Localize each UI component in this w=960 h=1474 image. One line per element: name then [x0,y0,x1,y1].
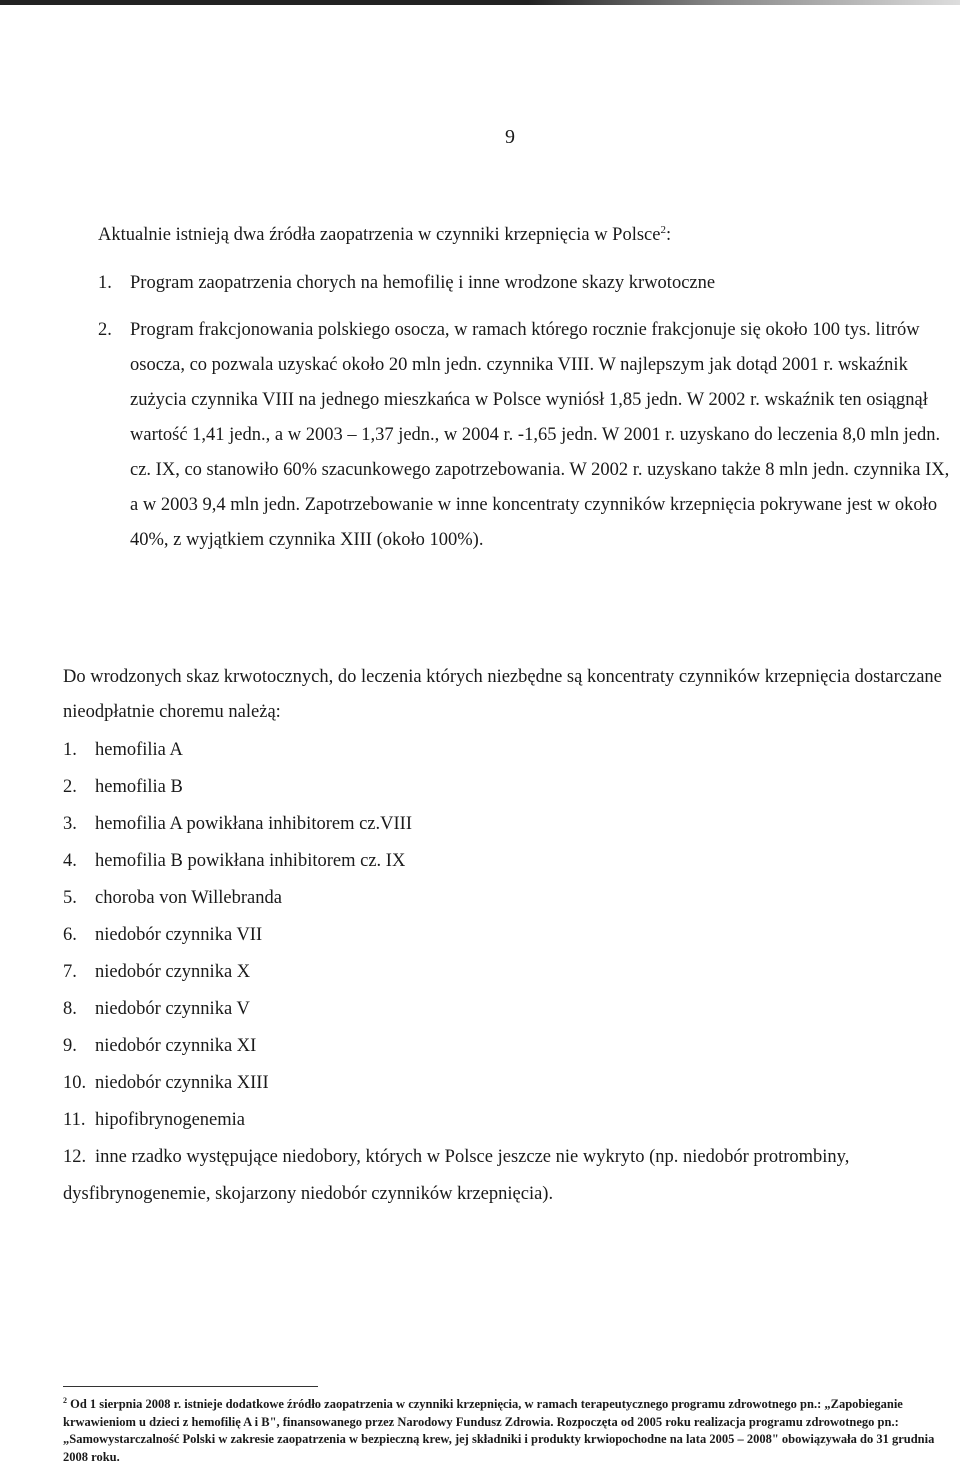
list-item [98,266,958,301]
list-number: 2. [98,320,112,340]
list-item [63,954,956,991]
list-number: 11. [63,1110,86,1130]
supply-sources-list [98,266,958,558]
disorders-list [63,732,956,1213]
page-number: 9 [505,126,515,148]
list-item [63,806,956,843]
list-number: 2. [63,777,77,797]
list-item-text: Program zaopatrzenia chorych na hemofilię i inne wrodzone skazy krwotoczne [130,273,716,293]
list-number: 8. [63,999,77,1019]
list-item-text: inne rzadko występujące niedobory, których w Polsce jeszcze nie wykryto (np. niedobór protrombiny, dysfibrynogenemie, skojarzony niedobór czynników krzepnięcia). [63,1147,850,1204]
list-item [63,769,956,806]
list-item-text: hipofibrynogenemia [95,1110,246,1130]
list-number: 4. [63,851,77,871]
footnote-separator [63,1386,318,1387]
list-number: 5. [63,888,77,908]
list-number: 10. [63,1073,87,1093]
list-number: 7. [63,962,77,982]
list-item [63,917,956,954]
list-item-text: hemofilia A [95,740,183,760]
intro-text: Aktualnie istnieją dwa źródła zaopatrzenia w czynniki krzepnięcia w Polsce [98,225,661,245]
list-item [63,843,956,880]
footnote-marker: 2 [63,1395,67,1405]
list-item-text: hemofilia B powikłana inhibitorem cz. IX [95,851,406,871]
list-number: 12. [63,1147,87,1167]
list-item-text: niedobór czynnika XIII [95,1073,269,1093]
top-border-rule [0,0,960,5]
list-number: 1. [63,740,77,760]
disorders-paragraph: Do wrodzonych skaz krwotocznych, do leczenia których niezbędne są koncentraty czynników krzepnięcia dostarczane nieodpłatnie choremu należą: [63,667,942,722]
list-number: 6. [63,925,77,945]
list-item [63,1139,956,1213]
footnote-text: Od 1 sierpnia 2008 r. istnieje dodatkowe źródło zaopatrzenia w czynniki krzepnięcia, w ramach terapeutycznego programu zdrowotnego pn.: „Zapobieganie krwawieniom u dzieci z hemofilię A i B", finansowanego przez Narodowy Fundusz Zdrowia. Rozpoczęta od 2005 roku realizacja programu zdrowotnego pn.: „Samowystarczalność Polski w zakresie zaopatrzenia w bezpieczną krew, jej składniki i produkty krwiopochodne na lata 2005 – 2008" obowiązywała do 31 grudnia 2008 roku. [63,1397,935,1464]
list-item-text: choroba von Willebranda [95,888,282,908]
list-item-text: hemofilia B [95,777,183,797]
list-item-text: Program frakcjonowania polskiego osocza, w ramach którego rocznie frakcjonuje się około 100 tys. litrów osocza, co pozwala uzyskać około 20 mln jedn. czynnika VIII. W najlepszym jak dotąd 2001 r. wskaźnik zużycia czynnika VIII na jednego mieszkańca w Polsce wyniósł 1,85 jedn. W 2002 r. wskaźnik ten osiągnął wartość 1,41 jedn., a w 2003 – 1,37 jedn., w 2004 r. -1,65 jedn. W 2001 r. uzyskano do leczenia 8,0 mln jedn. cz. IX, co stanowiło 60% szacunkowego zapotrzebowania. W 2002 r. uzyskano także 8 mln jedn. czynnika IX, a w 2003 9,4 mln jedn. Zapotrzebowanie w inne koncentraty czynników krzepnięcia pokrywane jest w około 40%, z wyjątkiem czynnika XIII (około 100%). [130,320,950,550]
list-item [63,991,956,1028]
list-item [63,1102,956,1139]
list-item-text: hemofilia A powikłana inhibitorem cz.VIII [95,814,412,834]
list-item [63,880,956,917]
list-number: 9. [63,1036,77,1056]
intro-paragraph [98,218,956,253]
list-item-text: niedobór czynnika VII [95,925,263,945]
list-item [98,313,958,558]
list-item [63,732,956,769]
list-item [63,1028,956,1065]
list-item-text: niedobór czynnika V [95,999,250,1019]
list-item [63,1065,956,1102]
list-item-text: niedobór czynnika XI [95,1036,257,1056]
footnote [63,1396,958,1466]
list-item-text: niedobór czynnika X [95,962,251,982]
footnote-reference: 2 [660,223,666,236]
list-number: 1. [98,273,112,293]
list-number: 3. [63,814,77,834]
intro-colon: : [665,225,672,245]
